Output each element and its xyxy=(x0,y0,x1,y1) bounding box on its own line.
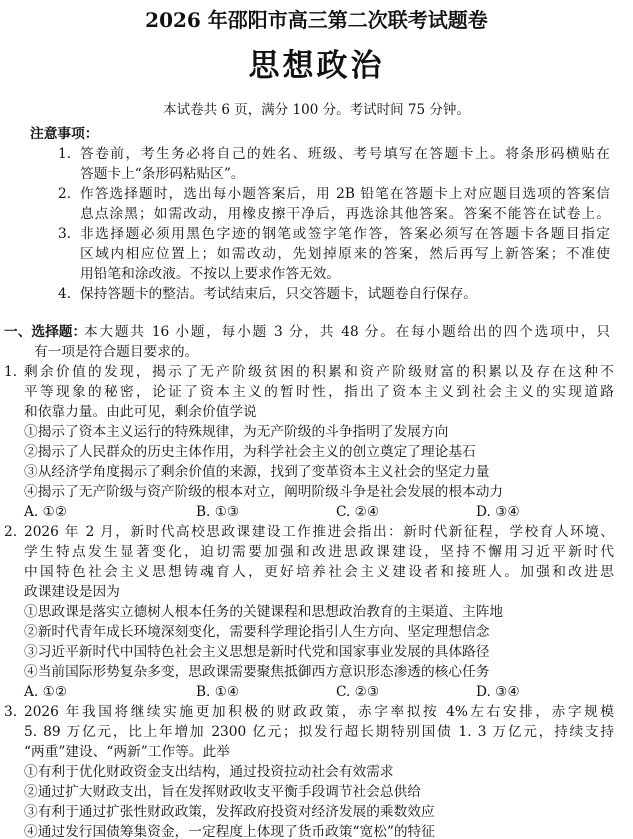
option-a: A. ①② xyxy=(24,684,68,700)
question-number: 3. xyxy=(4,704,18,720)
note-number: 4. xyxy=(58,286,72,302)
statement: ①揭示了资本主义运行的特殊规律，为无产阶级的斗争指明了发展方向 xyxy=(24,424,449,440)
exam-title: 2026 年邵阳市高三第二次联考试题卷 xyxy=(145,8,488,32)
statement: ①思政课是落实立德树人根本任务的关键课程和思想政治教育的主渠道、主阵地 xyxy=(24,604,504,620)
statement: ②通过扩大财政支出，旨在发挥财政收支平衡手段调节社会总供给 xyxy=(24,784,421,800)
statement: ③有利于通过扩张性财政政策，发挥政府投资对经济发展的乘数效应 xyxy=(24,804,435,820)
note-number: 1. xyxy=(58,146,72,162)
question-stem: 剩余价值的发现，揭示了无产阶级贫困的积累和资产阶级财富的积累以及存在这种不 xyxy=(24,364,614,380)
option-d: D. ③④ xyxy=(476,504,520,520)
option-c: C. ②④ xyxy=(336,504,380,520)
question-stem: 中国特色社会主义思想铸魂育人，更好培养社会主义建设者和接班人。加强和改进思 xyxy=(24,564,614,580)
notes-title: 注意事项： xyxy=(30,126,99,142)
statement: ②揭示了人民群众的历史主体作用，为科学社会主义的创立奠定了理论基石 xyxy=(24,444,476,460)
question-stem: “两重”建设、“两新”工作等。此举 xyxy=(24,744,230,760)
note-line: 保持答题卡的整洁。考试结束后，只交答题卡，试题卷自行保存。 xyxy=(80,286,477,302)
note-line: 作答选择题时，选出每小题答案后，用 2B 铅笔在答题卡上对应题目选项的答案信 xyxy=(80,186,610,202)
question-number: 2. xyxy=(4,524,18,540)
section-instructions: 有一项是符合题目要求的。 xyxy=(34,344,199,360)
question-stem: 2026 年我国将继续实施更加积极的财政政策，赤字率拟按 4%左右安排，赤字规模 xyxy=(24,704,614,720)
option-a: A. ①② xyxy=(24,504,68,520)
option-d: D. ③④ xyxy=(476,684,520,700)
note-number: 2. xyxy=(58,186,72,202)
question-stem: 和依靠力量。由此可见，剩余价值学说 xyxy=(24,404,257,420)
note-number: 3. xyxy=(58,226,72,242)
note-line: 息点涂黑；如需改动，用橡皮擦干净后，再选涂其他答案。答案不能答在试卷上。 xyxy=(80,206,610,222)
note-line: 非选择题必须用黑色字迹的钢笔或签字笔作答，答案必须写在答题卡各题目指定 xyxy=(80,226,610,242)
exam-info: 本试卷共 6 页，满分 100 分。考试时间 75 分钟。 xyxy=(163,102,470,118)
statement: ①有利于优化财政资金支出结构，通过投资拉动社会有效需求 xyxy=(24,764,394,780)
question-stem: 2026 年 2 月，新时代高校思政课建设工作推进会指出：新时代新征程，学校育人环境、 xyxy=(24,524,614,540)
note-line: 答卷前，考生务必将自己的姓名、班级、考号填写在答题卡上。将条形码横贴在 xyxy=(80,146,610,162)
option-c: C. ②③ xyxy=(336,684,380,700)
note-line: 答题卡上“条形码粘贴区”。 xyxy=(80,166,245,182)
question-stem: 平等现象的秘密，论证了资本主义的暂时性，指出了资本主义到社会主义的实现道路 xyxy=(24,384,614,400)
statement: ④揭示了无产阶级与资产阶级的根本对立，阐明阶级斗争是社会发展的根本动力 xyxy=(24,484,504,500)
question-number: 1. xyxy=(4,364,18,380)
statement: ②新时代青年成长环境深刻变化，需要科学理论指引人生方向、坚定理想信念 xyxy=(24,624,490,640)
note-line: 区域内相应位置上；如需改动，先划掉原来的答案，然后再写上新答案；不准使 xyxy=(80,246,610,262)
statement: ④通过发行国债筹集资金，一定程度上体现了货币政策“宽松”的特征 xyxy=(24,824,435,839)
question-stem: 政课建设是因为 xyxy=(24,584,120,600)
question-stem: 学生特点发生显著变化，迫切需要加强和改进思政课建设，坚持不懈用习近平新时代 xyxy=(24,544,614,560)
section-label: 一、选择题： xyxy=(4,324,87,340)
option-b: B. ①③ xyxy=(196,504,240,520)
option-b: B. ①④ xyxy=(196,684,240,700)
subject-title: 思想政治 xyxy=(248,48,385,84)
note-line: 用铅笔和涂改液。不按以上要求作答无效。 xyxy=(80,266,341,282)
section-instructions: 本大题共 16 小题，每小题 3 分，共 48 分。在每小题给出的四个选项中，只 xyxy=(84,324,610,340)
statement: ③习近平新时代中国特色社会主义思想是新时代党和国家事业发展的具体路径 xyxy=(24,644,490,660)
question-stem: 5. 89 万亿元，比上年增加 2300 亿元；拟发行超长期特别国债 1. 3 万亿元，持续支持 xyxy=(24,724,614,740)
statement: ④当前国际形势复杂多变，思政课需要聚焦抵御西方意识形态渗透的核心任务 xyxy=(24,664,490,680)
statement: ③从经济学角度揭示了剩余价值的来源，找到了变革资本主义社会的坚定力量 xyxy=(24,464,490,480)
